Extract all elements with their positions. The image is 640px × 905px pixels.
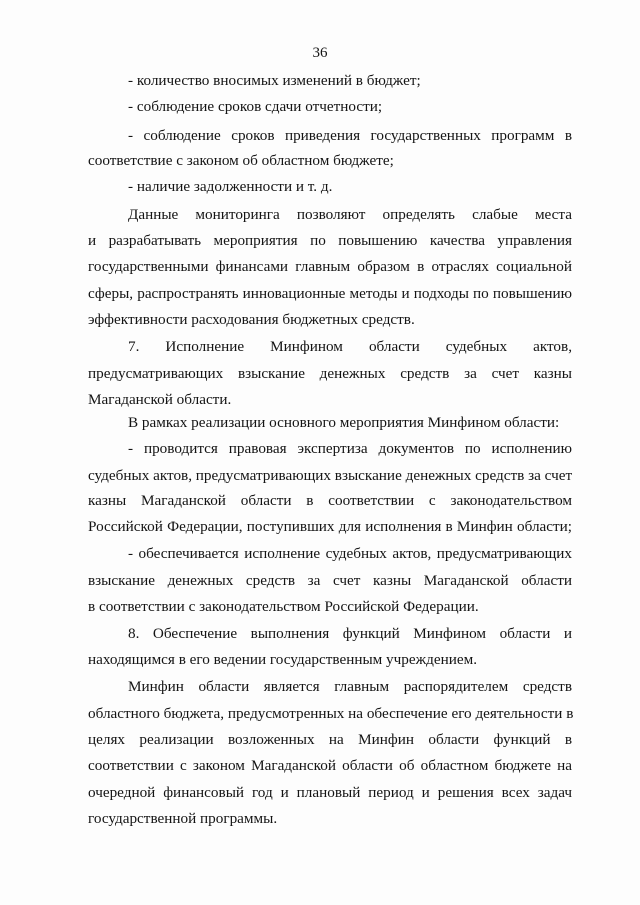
text-line: - проводится правовая экспертиза документов по исполнению <box>128 440 572 457</box>
text-line: 7. Исполнение Минфином области судебных актов, <box>128 338 572 355</box>
text-line: - наличие задолженности и т. д. <box>128 178 333 195</box>
text-line: - соблюдение сроков сдачи отчетности; <box>128 98 383 115</box>
text-line: государственными финансами главным образом в отраслях социальной <box>88 258 572 275</box>
text-line: соответствие с законом об областном бюджете; <box>88 152 394 169</box>
page-number: 36 <box>312 45 328 61</box>
text-line: очередной финансовый год и плановый период и решения всех задач <box>88 784 572 801</box>
text-line: 8. Обеспечение выполнения функций Минфином области и <box>128 625 572 642</box>
text-line: Данные мониторинга позволяют определять слабые места <box>128 206 572 223</box>
text-line: соответствии с законом Магаданской области об областном бюджете на <box>88 757 572 774</box>
text-line: - соблюдение сроков приведения государственных программ в <box>128 127 572 144</box>
text-line: областного бюджета, предусмотренных на обеспечение его деятельности в <box>88 705 574 722</box>
text-line: сферы, распространять инновационные методы и подходы по повышению <box>88 285 572 302</box>
text-line: находящимся в его ведении государственным учреждением. <box>88 651 477 668</box>
text-line: предусматривающих взыскание денежных средств за счет казны <box>88 365 572 382</box>
text-line: Российской Федерации, поступивших для исполнения в Минфин области; <box>88 518 572 535</box>
text-line: - количество вносимых изменений в бюджет; <box>128 72 421 89</box>
text-line: целях реализации возложенных на Минфин области функций в <box>88 731 572 748</box>
text-line: - обеспечивается исполнение судебных актов, предусматривающих <box>128 545 572 562</box>
text-line: и разрабатывать мероприятия по повышению качества управления <box>88 232 572 249</box>
text-line: В рамках реализации основного мероприятия Минфином области: <box>128 414 560 431</box>
text-line: казны Магаданской области в соответствии с законодательством <box>88 492 572 509</box>
text-line: в соответствии с законодательством Российской Федерации. <box>88 598 479 615</box>
text-line: взыскание денежных средств за счет казны Магаданской области <box>88 572 572 589</box>
text-line: Минфин области является главным распорядителем средств <box>128 678 572 695</box>
text-line: Магаданской области. <box>88 391 232 408</box>
text-line: государственной программы. <box>88 810 278 827</box>
text-line: эффективности расходования бюджетных средств. <box>88 311 415 328</box>
text-line: судебных актов, предусматривающих взыскание денежных средств за счет <box>88 467 573 484</box>
